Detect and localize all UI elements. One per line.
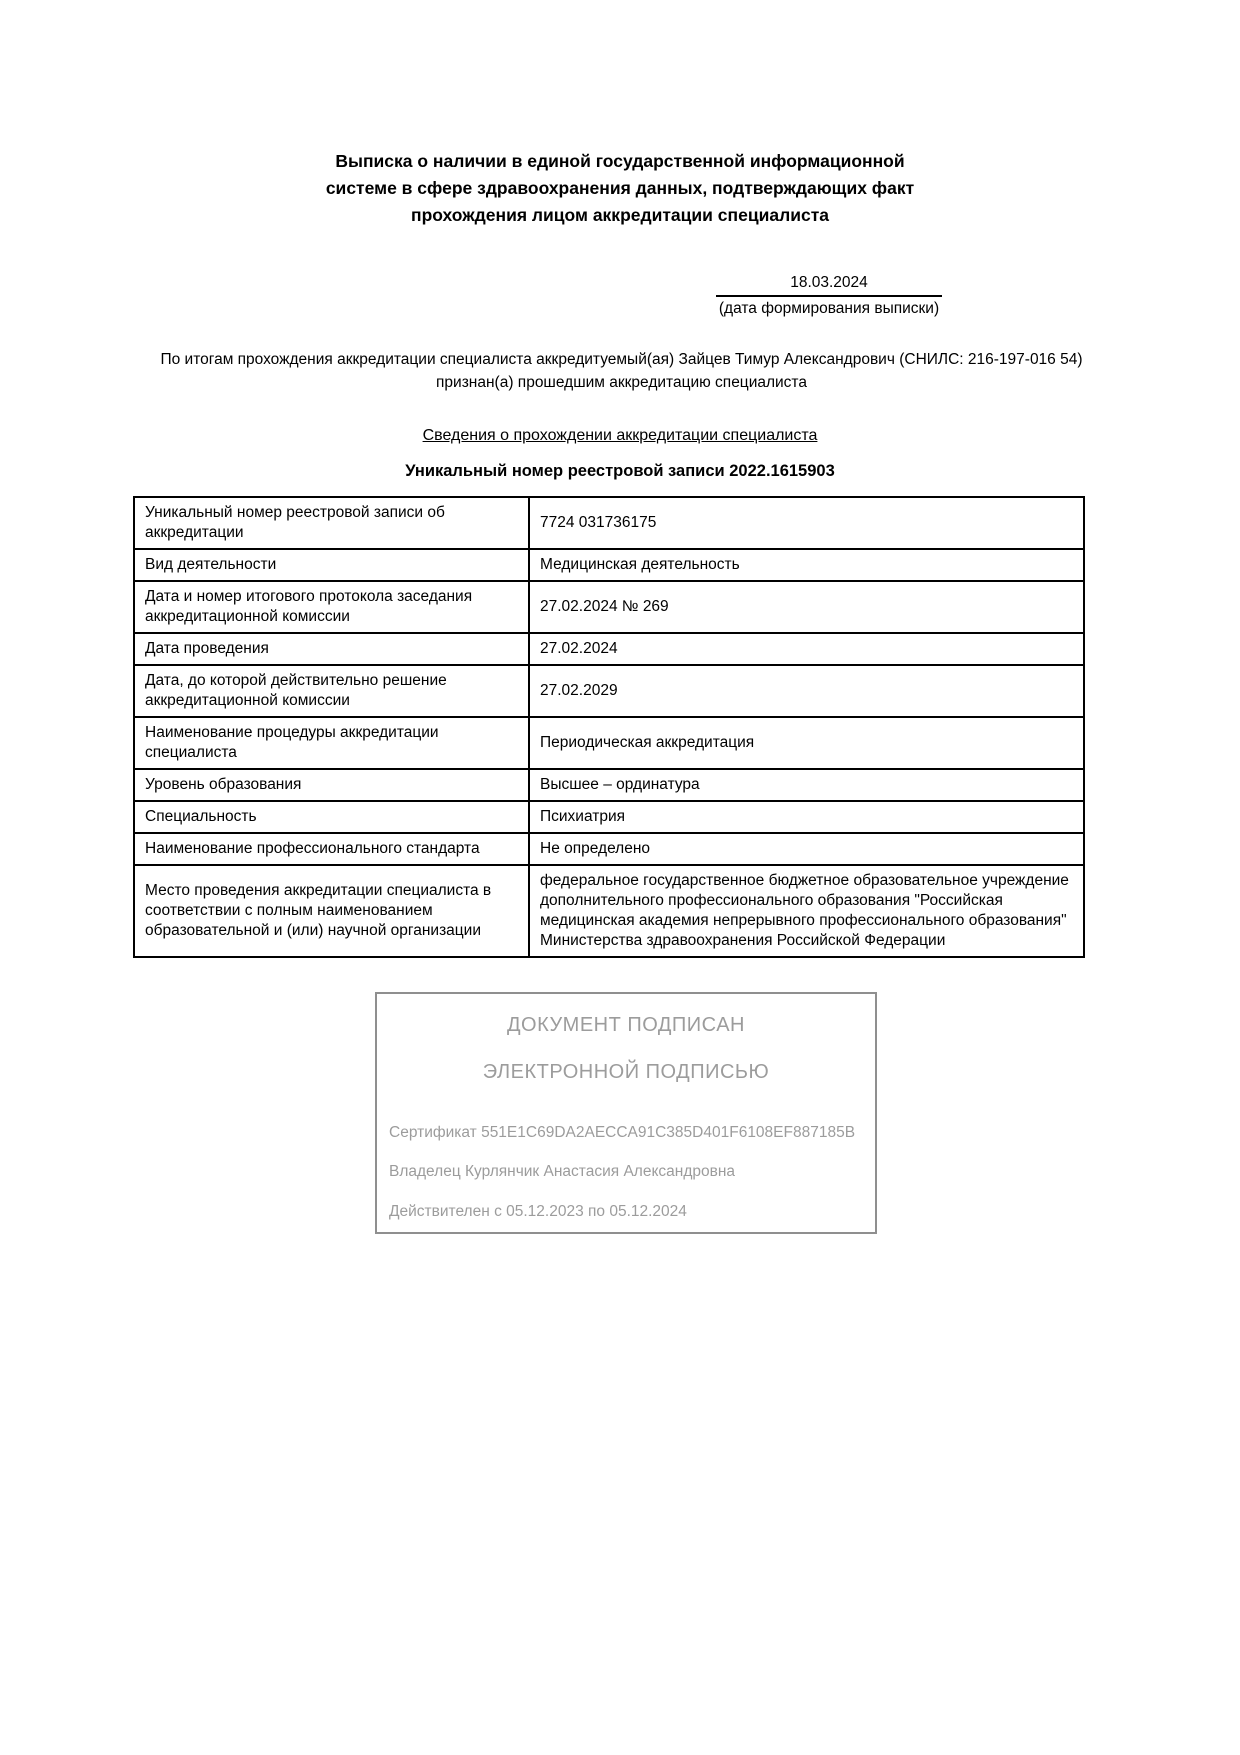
table-row-value: 27.02.2024 № 269 xyxy=(529,581,1084,633)
table-row-label: Уровень образования xyxy=(134,769,529,801)
table-row xyxy=(134,717,1084,769)
table-row-label: Место проведения аккредитации специалиста в соответствии с полным наименованием образовательной и (или) научной организации xyxy=(134,865,529,957)
table-row-value: Высшее – ординатура xyxy=(529,769,1084,801)
table-row-value: Психиатрия xyxy=(529,801,1084,833)
signature-heading-line: ЭЛЕКТРОННОЙ ПОДПИСЬЮ xyxy=(482,1061,770,1083)
signature-owner: Владелец Курлянчик Анастасия Александровна xyxy=(389,1163,736,1180)
intro-line: По итогам прохождения аккредитации специалиста аккредитуемый(ая) Зайцев Тимур Александрович (СНИЛС: 216-197-016 54) xyxy=(160,351,1083,368)
intro-line: признан(а) прошедшим аккредитацию специалиста xyxy=(436,374,807,391)
section-subtitle: Сведения о прохождении аккредитации специалиста xyxy=(422,427,818,444)
digital-signature-stamp xyxy=(375,992,877,1234)
table-row-value: Медицинская деятельность xyxy=(529,549,1084,581)
table-row-value: федеральное государственное бюджетное образовательное учреждение дополнительного профессионального образования "Российская медицинская академия непрерывного профессионального образования" Министерства здравоохранения Российской Федерации xyxy=(529,865,1084,957)
table-row-label: Наименование процедуры аккредитации специалиста xyxy=(134,717,529,769)
table-row xyxy=(134,549,1084,581)
table-row-label: Уникальный номер реестровой записи об аккредитации xyxy=(134,497,529,549)
table-row-label: Дата и номер итогового протокола заседания аккредитационной комиссии xyxy=(134,581,529,633)
table-row xyxy=(134,865,1084,957)
signature-certificate: Сертификат 551E1C69DA2AECCA91C385D401F6108EF887185B xyxy=(389,1124,856,1141)
table-row xyxy=(134,833,1084,865)
table-row xyxy=(134,497,1084,549)
document-title-line: прохождения лицом аккредитации специалиста xyxy=(411,205,829,225)
issue-date: 18.03.2024 xyxy=(716,273,942,297)
table-row-value: 7724 031736175 xyxy=(529,497,1084,549)
document-title-line: Выписка о наличии в единой государственной информационной xyxy=(335,151,905,171)
issue-date-caption: (дата формирования выписки) xyxy=(718,300,940,317)
issue-date-block xyxy=(716,273,942,318)
table-row xyxy=(134,633,1084,665)
accreditation-table-body xyxy=(134,497,1084,957)
registry-record-number: Уникальный номер реестровой записи 2022.1615903 xyxy=(405,462,835,480)
table-row-value: 27.02.2024 xyxy=(529,633,1084,665)
document-title xyxy=(0,0,1240,229)
signature-validity: Действителен с 05.12.2023 по 05.12.2024 xyxy=(389,1203,687,1220)
table-row xyxy=(134,769,1084,801)
table-row xyxy=(134,581,1084,633)
table-row xyxy=(134,665,1084,717)
table-row-label: Специальность xyxy=(134,801,529,833)
table-row-label: Вид деятельности xyxy=(134,549,529,581)
table-row-label: Наименование профессионального стандарта xyxy=(134,833,529,865)
signature-heading-line: ДОКУМЕНТ ПОДПИСАН xyxy=(507,1014,745,1036)
table-row-label: Дата, до которой действительно решение аккредитационной комиссии xyxy=(134,665,529,717)
accreditation-table xyxy=(133,496,1085,958)
table-row-value: Периодическая аккредитация xyxy=(529,717,1084,769)
table-row-value: 27.02.2029 xyxy=(529,665,1084,717)
intro-paragraph xyxy=(133,348,1110,394)
table-row-value: Не определено xyxy=(529,833,1084,865)
table-row-label: Дата проведения xyxy=(134,633,529,665)
table-row xyxy=(134,801,1084,833)
document-title-line: системе в сфере здравоохранения данных, подтверждающих факт xyxy=(325,178,915,198)
